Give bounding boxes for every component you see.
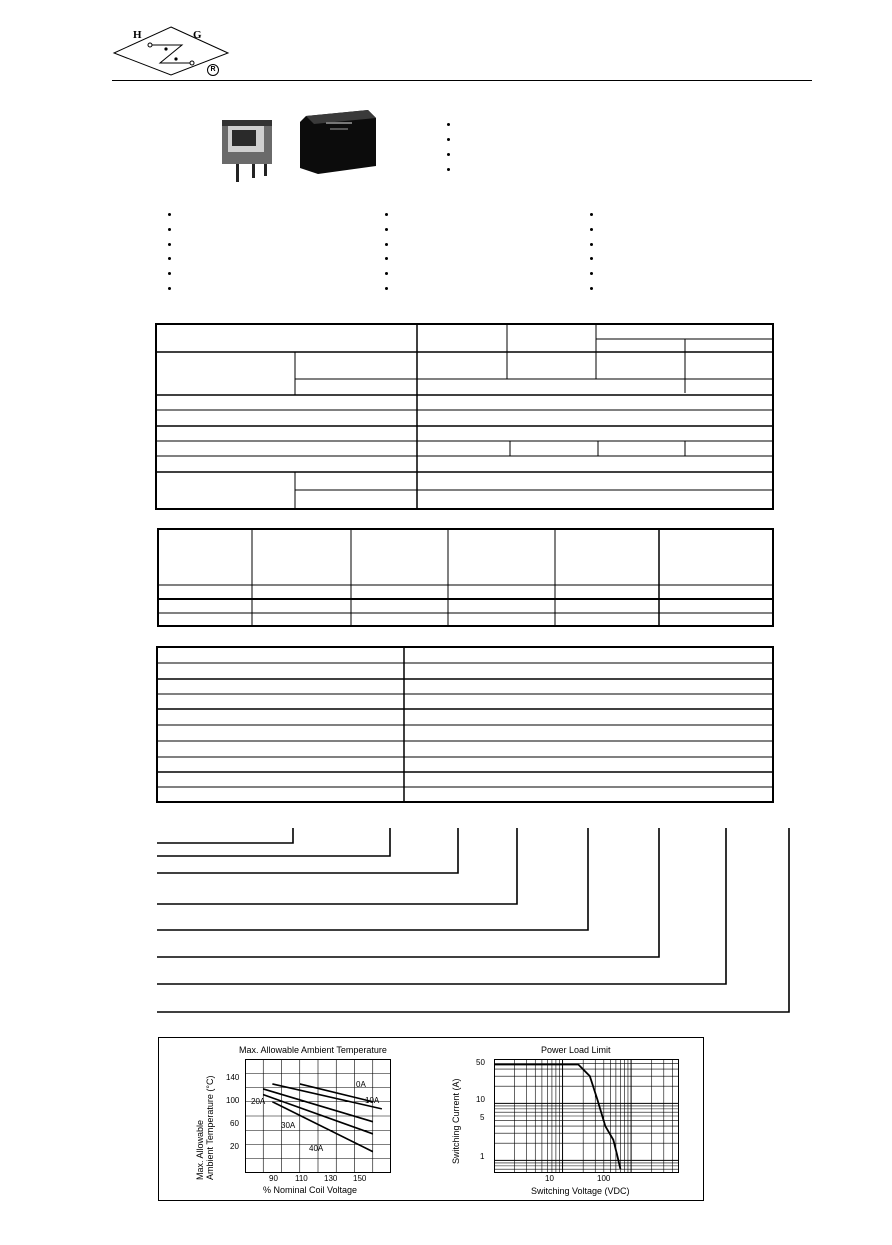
temperature-chart-xtick: 150 [353,1174,367,1183]
logo-letter-g: G [193,29,202,41]
feature-bullet [447,168,450,171]
temperature-chart-ytick: 140 [226,1073,240,1082]
power-chart-ytick: 1 [480,1152,485,1161]
series-label-30a: 30A [281,1121,296,1130]
application-bullet [590,243,593,246]
series-label-40a: 40A [309,1144,324,1153]
logo-letter-h: H [133,29,142,41]
application-bullet [168,257,171,260]
feature-bullet [447,153,450,156]
power-chart-xlabel: Switching Voltage (VDC) [531,1186,630,1196]
performance-charts-panel [158,1037,704,1201]
series-label-20a: 20A [251,1097,266,1106]
temperature-chart-ylabel-line2: Ambient Temperature (°C) [205,1075,215,1180]
power-chart-title: Power Load Limit [541,1045,611,1055]
application-bullet [385,243,388,246]
application-bullet [168,213,171,216]
power-chart-ytick: 5 [480,1113,485,1122]
power-chart-ytick: 50 [476,1058,485,1067]
application-bullet [385,228,388,231]
sealed-relay-image [300,110,376,174]
application-bullet [590,287,593,290]
feature-bullet [447,138,450,141]
application-bullet [385,287,388,290]
temperature-chart-ylabel-line1: Max. Allowable [195,1119,205,1180]
power-chart-ylabel: Switching Current (A) [451,1078,461,1164]
application-bullet [385,257,388,260]
series-label-10a: 10A [365,1096,380,1105]
temperature-chart-ytick: 60 [230,1119,239,1128]
power-limit-curve [494,1065,620,1170]
ordering-code-diagram [150,825,800,1020]
temperature-chart-plot [245,1059,391,1173]
power-chart-ytick: 10 [476,1095,485,1104]
application-bullet [385,213,388,216]
characteristics-table [156,646,776,804]
application-bullet [168,243,171,246]
power-chart-plot [494,1059,679,1173]
application-bullet [168,228,171,231]
application-bullet [590,272,593,275]
header-rule [112,80,812,81]
coil-data-table [157,528,775,628]
application-bullet [385,272,388,275]
series-label-0a: 0A [356,1080,366,1089]
application-bullet [590,213,593,216]
application-bullet [168,272,171,275]
application-bullet [168,287,171,290]
temperature-chart-ytick: 100 [226,1096,240,1105]
feature-bullet [447,123,450,126]
contact-data-table [155,323,775,511]
temperature-chart-ytick: 20 [230,1142,239,1151]
relay-product-photo [218,108,378,186]
application-bullet [590,257,593,260]
temperature-chart-xlabel: % Nominal Coil Voltage [263,1185,358,1195]
power-chart-xtick: 10 [545,1174,554,1183]
registered-mark: R [207,64,219,76]
temperature-chart-xtick: 130 [324,1174,338,1183]
temperature-chart-xtick: 90 [269,1174,278,1183]
temperature-chart-title: Max. Allowable Ambient Temperature [239,1045,387,1055]
application-bullet [590,228,593,231]
temperature-chart-xtick: 110 [295,1174,308,1183]
power-chart-xtick: 100 [597,1174,611,1183]
open-relay-image [222,120,272,182]
